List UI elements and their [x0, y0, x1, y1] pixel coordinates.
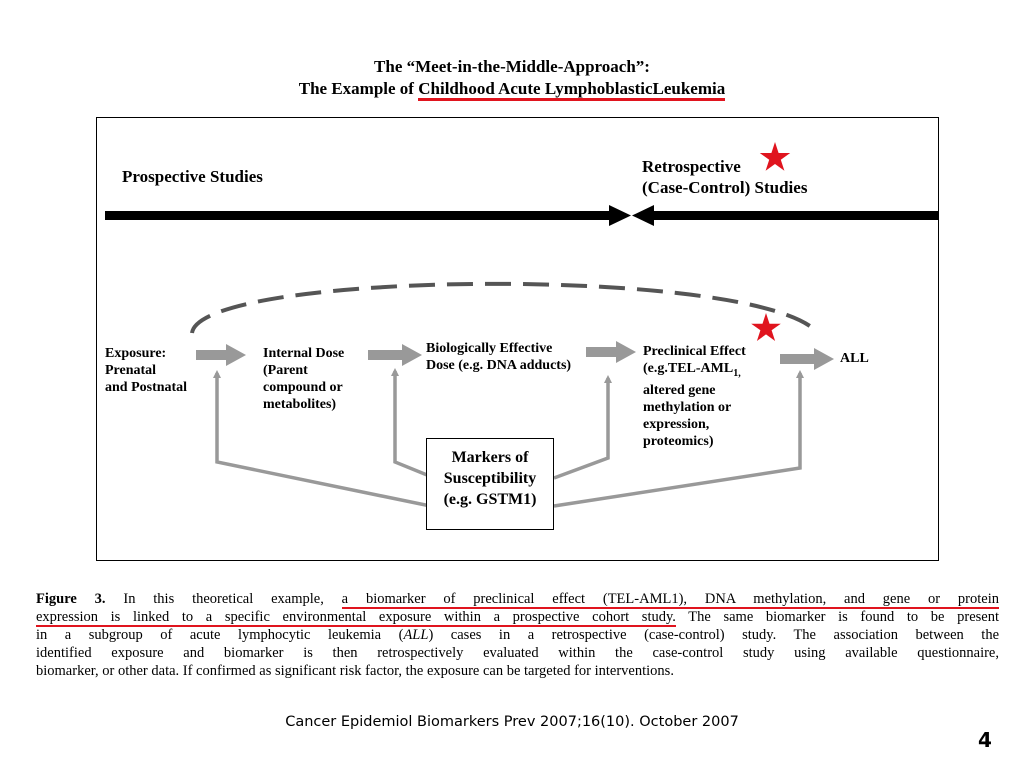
- node-preclinical-tel-aml: (e.g.TEL-AML: [643, 361, 734, 376]
- node-preclinical-line: altered gene: [643, 382, 716, 398]
- node-preclinical-line: expression,: [643, 416, 710, 432]
- node-bio-effective-line: Biologically Effective: [426, 341, 553, 356]
- node-internal-dose: [263, 345, 344, 413]
- node-exposure-line: Prenatal: [105, 363, 157, 378]
- caption-line: [36, 590, 999, 608]
- node-exposure: [105, 345, 187, 396]
- node-bio-effective-line: Dose (e.g. DNA adducts): [426, 358, 572, 373]
- caption-underlined-text: a biomarker of preclinical effect (TEL-AML1), DNA methylation, and gene or protein: [341, 591, 999, 607]
- caption-italic-text: ALL: [403, 627, 429, 643]
- caption-text: in a subgroup of acute lymphocytic leukemia (: [36, 627, 404, 643]
- dashed-arc: [192, 284, 818, 333]
- retrospective-arrow: [632, 205, 939, 226]
- node-preclinical-line: proteomics): [643, 433, 714, 449]
- flow-arrow-1: [196, 344, 246, 366]
- title-highlight: Childhood Acute LymphoblasticLeukemia: [418, 79, 725, 101]
- node-bio-effective-dose: [426, 340, 571, 374]
- slide-title-line1: The “Meet-in-the-Middle-Approach”:: [374, 57, 650, 76]
- flow-arrow-4: [780, 348, 834, 370]
- flow-arrow-3: [586, 341, 636, 363]
- flow-arrow-2: [368, 344, 422, 366]
- node-all: ALL: [840, 351, 869, 366]
- caption-label: Figure 3.: [36, 591, 106, 607]
- node-internal-dose-line: (Parent: [263, 363, 308, 378]
- susceptibility-line-bio: [554, 378, 608, 478]
- node-internal-dose-line: compound or: [263, 380, 343, 395]
- caption-underlined-text: expression is linked to a specific environmental exposure within a prospective cohort study.: [36, 609, 676, 625]
- node-preclinical-line: Preclinical Effect: [643, 344, 746, 359]
- node-preclinical-effect: [643, 343, 746, 450]
- caption-line: identified exposure and biomarker is then retrospectively evaluated within the case-control study using available questionnaire,: [36, 645, 999, 661]
- caption-text: ) cases in a retrospective (case-control) study. The association between the: [428, 627, 1000, 643]
- caption-line: [36, 626, 999, 644]
- caption-text: The same biomarker is found to be present: [675, 609, 999, 625]
- markers-line: Susceptibility: [443, 470, 537, 487]
- page-number: 4: [978, 728, 992, 752]
- markers-line: (e.g. GSTM1): [443, 491, 537, 508]
- title-prefix: The Example of: [298, 79, 419, 98]
- star-icon: [751, 313, 781, 341]
- node-exposure-line: and Postnatal: [105, 380, 188, 395]
- prospective-arrow: [105, 205, 631, 226]
- citation: Cancer Epidemiol Biomarkers Prev 2007;16(10). October 2007: [285, 714, 739, 730]
- node-internal-dose-line: Internal Dose: [263, 346, 345, 361]
- markers-line: Markers of: [451, 449, 529, 466]
- caption-line: [36, 608, 999, 626]
- node-internal-dose-line: metabolites): [263, 397, 337, 412]
- node-exposure-line: Exposure:: [105, 346, 167, 361]
- markers-of-susceptibility-box: [426, 438, 554, 530]
- caption-line: biomarker, or other data. If confirmed as significant risk factor, the exposure can be targeted for interventions.: [36, 663, 674, 679]
- retrospective-line2: (Case-Control) Studies: [642, 178, 808, 197]
- prospective-label: Prospective Studies: [122, 167, 263, 186]
- caption-text: In this theoretical example,: [105, 591, 342, 607]
- retrospective-line1: Retrospective: [642, 157, 741, 176]
- node-preclinical-subscript: 1,: [733, 367, 741, 379]
- retrospective-label: [642, 156, 807, 198]
- figure-caption: [36, 590, 999, 680]
- node-preclinical-line: [643, 360, 746, 382]
- node-preclinical-line: methylation or: [643, 399, 732, 415]
